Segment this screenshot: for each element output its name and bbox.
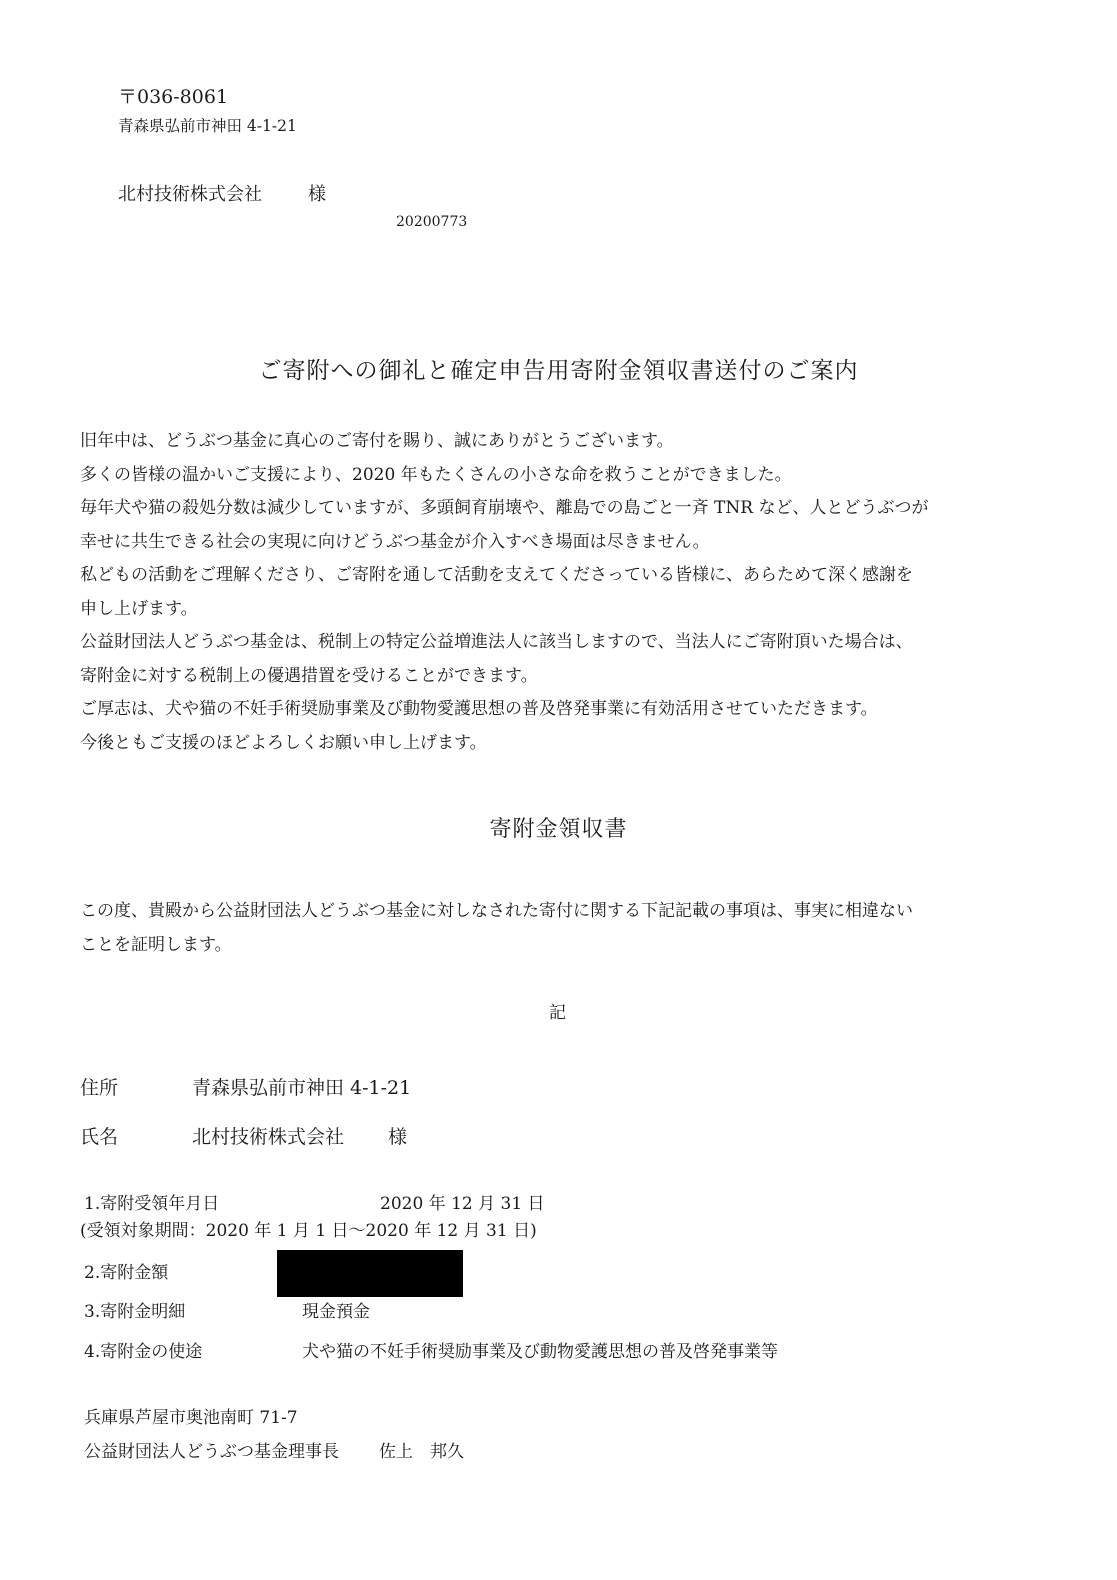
name-label: 氏名: [80, 1126, 119, 1148]
letter-body: [80, 425, 1060, 760]
letter-line: 寄附金に対する税制上の優遇措置を受けることができます。: [80, 665, 538, 686]
certification-text: [80, 895, 913, 962]
letter-line: 旧年中は、どうぶつ基金に真心のご寄付を賜り、誠にありがとうございます。: [80, 431, 674, 451]
receipt-title: 寄附金領収書: [489, 817, 628, 842]
issuer-line: [84, 1437, 464, 1462]
item4-label: 4.寄附金の使途: [84, 1342, 203, 1362]
letter-line: 多くの皆様の温かいご支援により、2020 年もたくさんの小さな命を救うことができました。: [80, 464, 792, 485]
issuer-chairman: 佐上 邦久: [379, 1442, 464, 1462]
item1-label: 1.寄附受領年月日: [84, 1194, 220, 1214]
reference-number: 20200773: [396, 214, 468, 230]
name-value: 北村技術株式会社: [192, 1126, 345, 1148]
letter-line: 申し上げます。: [80, 598, 198, 619]
item1-value: 2020 年 12 月 31 日: [380, 1194, 545, 1214]
letter-line: 今後ともご支援のほどよろしくお願い申し上げます。: [80, 732, 487, 753]
issuer-organization: 公益財団法人どうぶつ基金理事長: [84, 1442, 339, 1462]
address-value: 青森県弘前市神田 4-1-21: [192, 1077, 412, 1099]
postal-code: 〒036-8061: [118, 86, 229, 108]
letter-line: 私どもの活動をご理解くださり、ご寄附を通して活動を支えてくださっている皆様に、あらためて深く感謝を: [80, 565, 913, 585]
letter-line: 幸せに共生できる社会の実現に向けどうぶつ基金が介入すべき場面は尽きません。: [80, 531, 710, 552]
redacted-amount: [277, 1250, 463, 1297]
recipient-suffix: 様: [308, 184, 326, 205]
letter-line: ご厚志は、犬や猫の不妊手術奨励事業及び動物愛護思想の普及啓発事業に有効活用させていただきます。: [80, 699, 878, 719]
certification-line: この度、貴殿から公益財団法人どうぶつ基金に対しなされた寄付に関する下記記載の事項は、事実に相違ない: [80, 901, 913, 921]
recipient-name: 北村技術株式会社: [118, 184, 262, 205]
address-label: 住所: [80, 1077, 119, 1099]
item4-value: 犬や猫の不妊手術奨励事業及び動物愛護思想の普及啓発事業等: [302, 1342, 778, 1362]
recipient-line: [118, 180, 326, 206]
ki-marker: 記: [549, 1003, 566, 1023]
name-suffix: 様: [388, 1126, 408, 1148]
issuer-address: 兵庫県芦屋市奥池南町 71-7: [84, 1408, 298, 1428]
item3-label: 3.寄附金明細: [84, 1302, 186, 1322]
letter-line: 公益財団法人どうぶつ基金は、税制上の特定公益増進法人に該当しますので、当法人にご寄附頂いた場合は、: [80, 632, 913, 652]
letter-line: 毎年犬や猫の殺処分数は減少していますが、多頭飼育崩壊や、離島での島ごと一斉 TNR など、人とどうぶつが: [80, 498, 929, 518]
name-value-line: [192, 1122, 407, 1149]
item2-label: 2.寄附金額: [84, 1263, 169, 1283]
item3-value: 現金預金: [302, 1302, 370, 1322]
item1-period: (受領対象期間：2020 年 1 月 1 日～2020 年 12 月 31 日): [80, 1221, 537, 1241]
certification-line: ことを証明します。: [80, 934, 232, 955]
letter-title: ご寄附への御礼と確定申告用寄附金領収書送付のご案内: [258, 358, 859, 384]
recipient-address: 青森県弘前市神田 4-1-21: [118, 117, 297, 135]
